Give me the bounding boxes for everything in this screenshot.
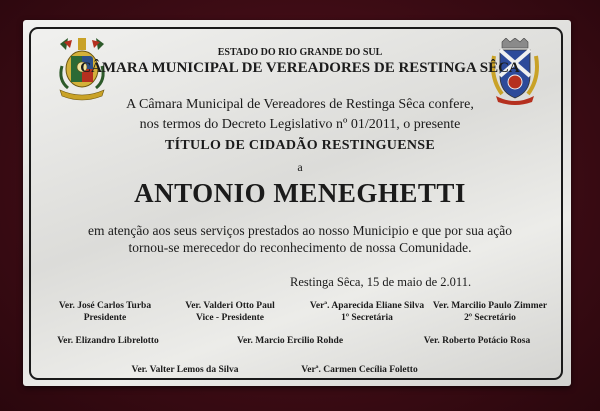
conferral-line-1: A Câmara Municipal de Vereadores de Restinga Sêca confere, [126, 97, 474, 112]
signature-vice-president [170, 300, 290, 324]
attention-line-1: em atenção aos seus serviços prestados ao nosso Municipio e que por sua ação [87, 223, 512, 238]
signature-role: Presidente [83, 313, 127, 323]
signature-councilor [413, 335, 541, 347]
chamber-heading: CÂMARA MUNICIPAL DE VEREADORES DE RESTINGA SÊCA [80, 60, 520, 76]
signature-name: Ver. Marcio Ercilio Rohde [236, 336, 344, 346]
signature-role: 1º Secretária [341, 313, 393, 323]
signature-councilor [120, 364, 250, 376]
signature-councilor [225, 335, 355, 347]
signature-role: Vice - Presidente [195, 313, 265, 323]
signature-name: Ver. Elizandro Librelotto [57, 336, 159, 346]
honoree-name: ANTONIO MENEGHETTI [134, 178, 466, 208]
signature-name: Verª. Aparecida Eliane Silva [309, 301, 425, 311]
award-title: TÍTULO DE CIDADÃO RESTINGUENSE [164, 138, 435, 153]
signature-name: Ver. Roberto Potácio Rosa [423, 336, 531, 346]
signature-name: Ver. Valter Lemos da Silva [131, 365, 239, 375]
state-heading: ESTADO DO RIO GRANDE DO SUL [217, 47, 383, 58]
signature-councilor [292, 364, 427, 376]
conferral-line-2: nos termos do Decreto Legislativo nº 01/2011, o presente [139, 117, 461, 132]
date-line: Restinga Sêca, 15 de maio de 2.011. [290, 275, 472, 289]
signature-role: 2º Secretário [464, 313, 516, 323]
signature-second-secretary [430, 300, 550, 324]
signature-name: Ver. Valderi Otto Paul [185, 301, 275, 311]
signature-name: Ver. Marcilio Paulo Zimmer [432, 301, 548, 311]
signature-name: Verª. Carmen Cecília Foletto [301, 365, 418, 375]
connector-word: a [297, 160, 303, 174]
attention-line-2: tornou-se merecedor do reconhecimento de nossa Comunidade. [128, 240, 472, 255]
signature-name: Ver. José Carlos Turba [58, 301, 152, 311]
signature-councilor [48, 335, 168, 347]
signature-first-secretary [302, 300, 432, 324]
signature-president [50, 300, 160, 324]
